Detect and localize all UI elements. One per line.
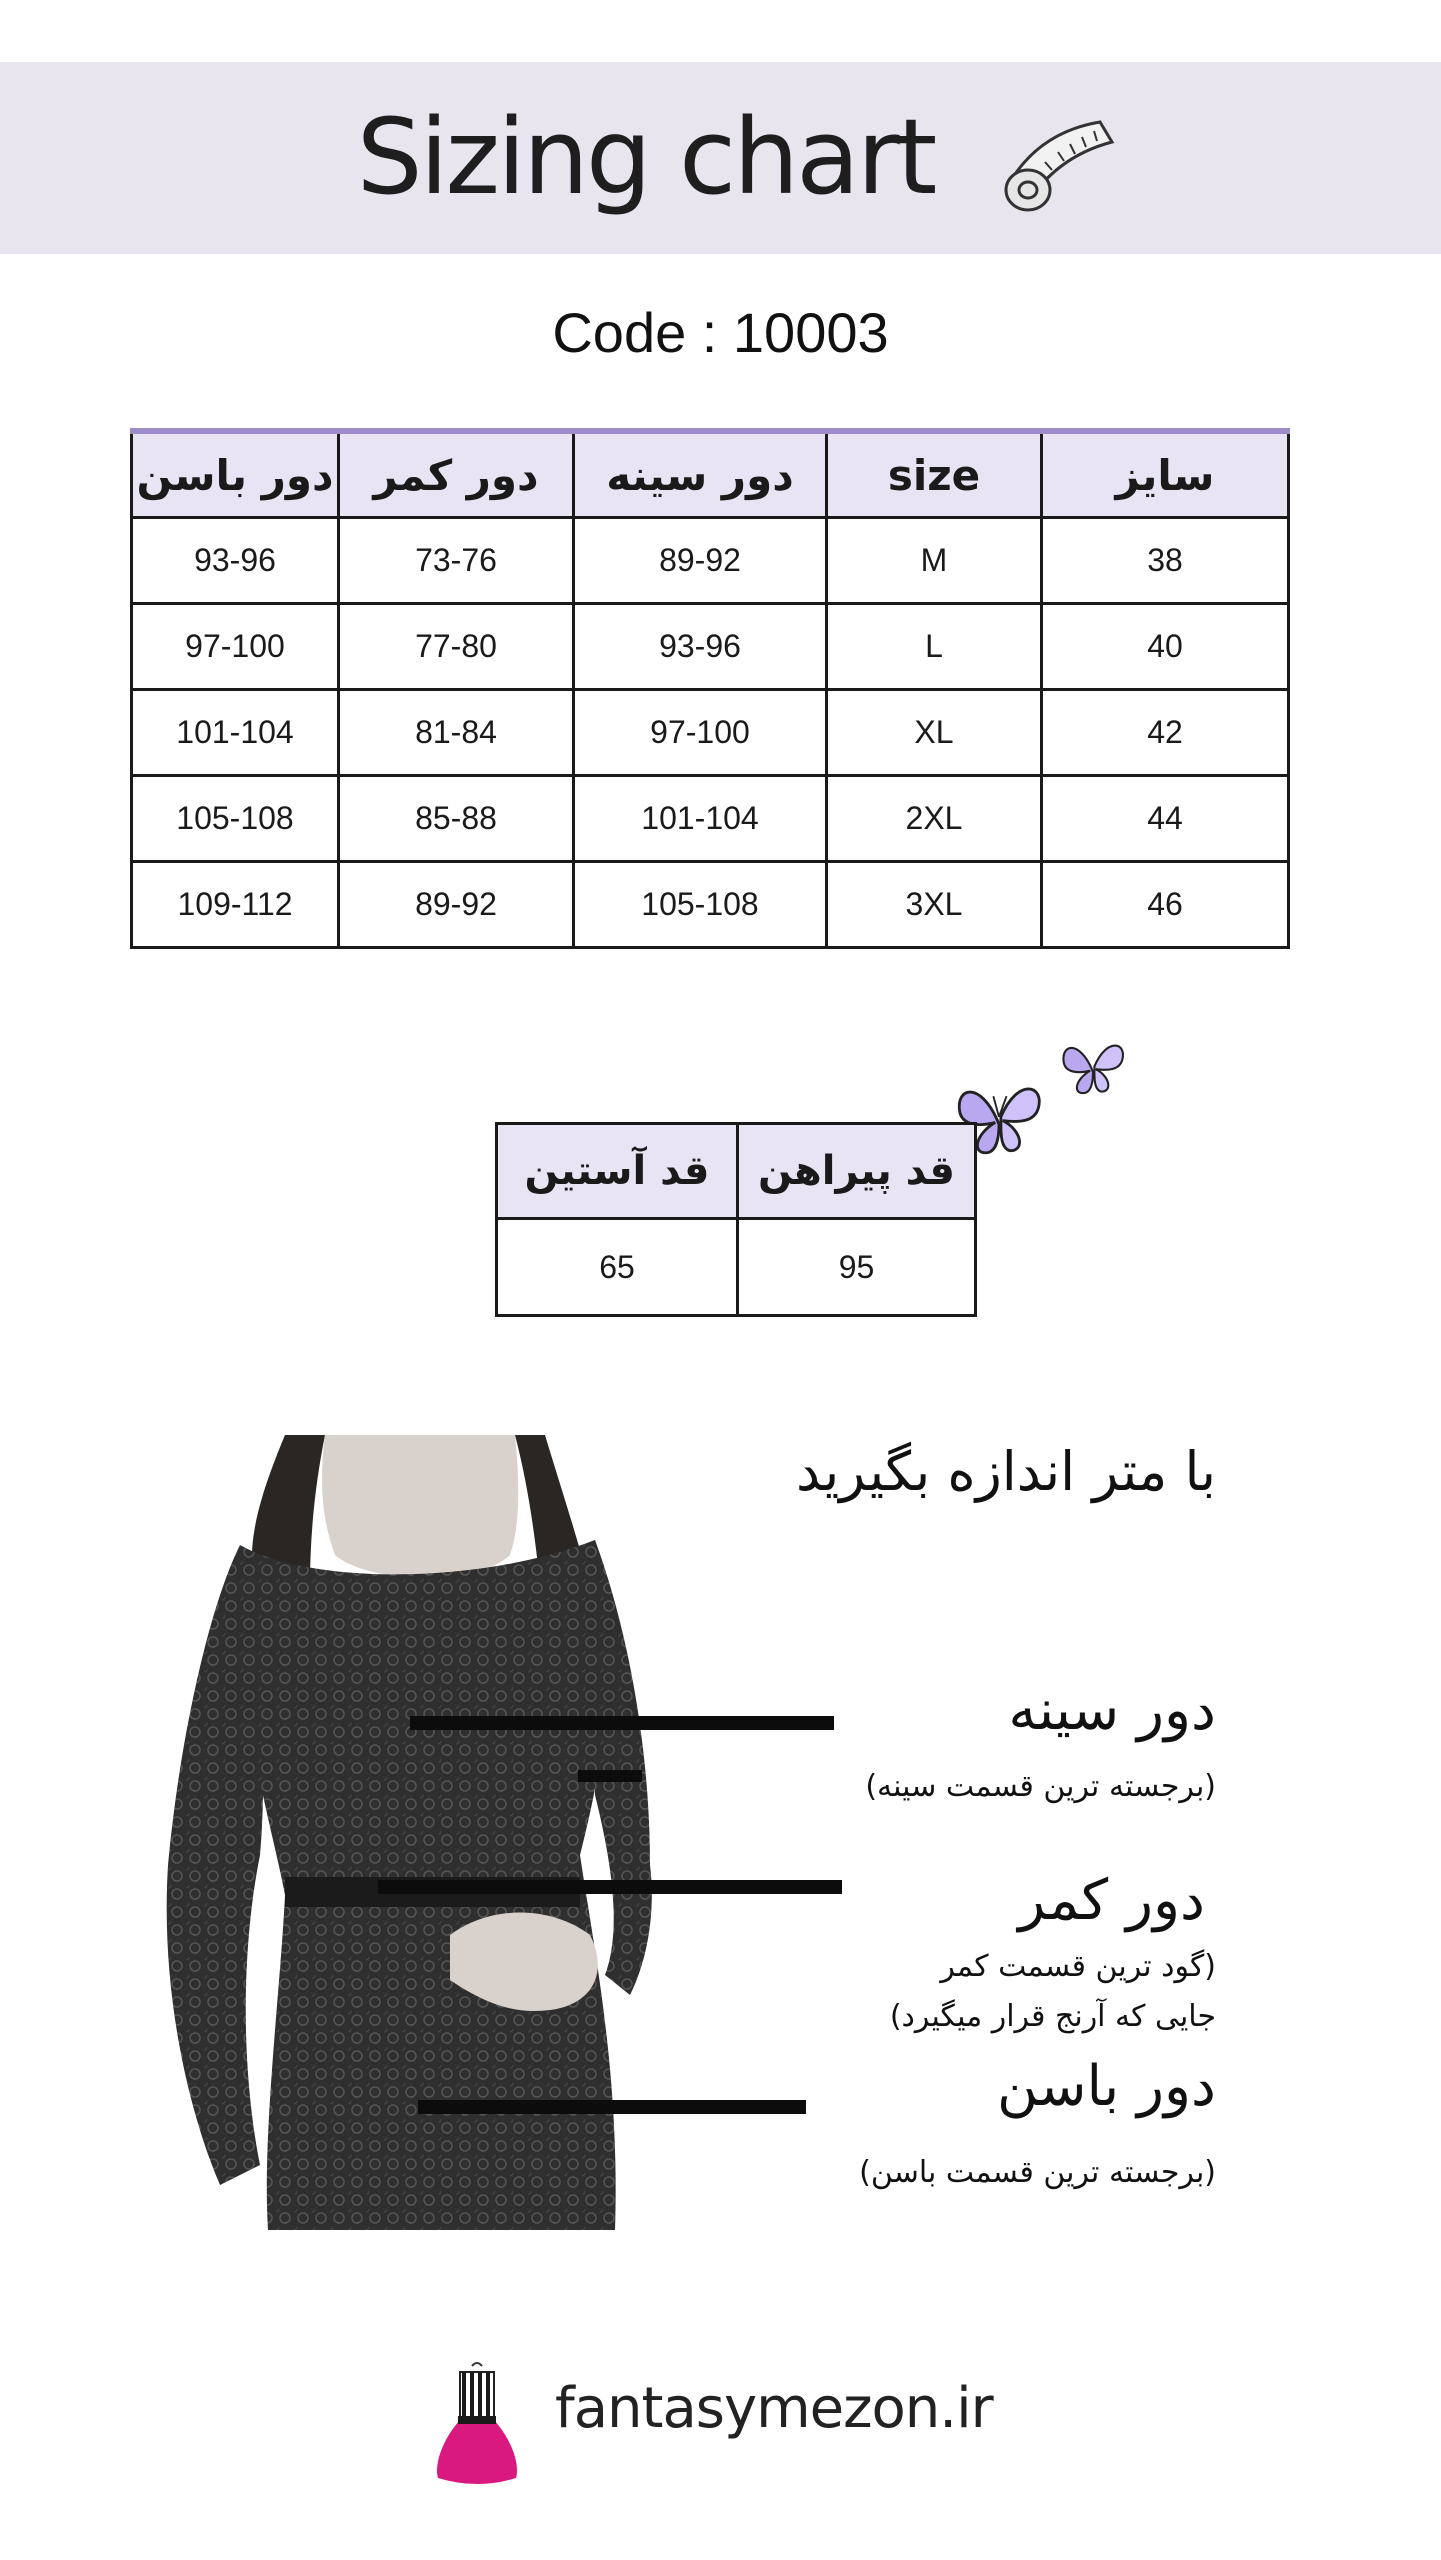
hip-cell: 105-108: [132, 776, 339, 862]
size-en-cell: L: [827, 604, 1042, 690]
header-bust: دور سینه: [574, 431, 827, 518]
table-row: [132, 518, 1289, 604]
header-size-en: size: [827, 431, 1042, 518]
butterfly-icon: [1058, 1030, 1128, 1100]
size-fa-cell: 38: [1042, 518, 1289, 604]
waist-cell: 89-92: [339, 862, 574, 948]
bust-note: (برجسته ترین قسمت سینه): [865, 1769, 1216, 1804]
waist-cell: 73-76: [339, 518, 574, 604]
length-table: [495, 1122, 977, 1317]
hip-title: دور باسن: [996, 2054, 1216, 2119]
waist-note-line1: (گود ترین قسمت کمر: [940, 1949, 1216, 1984]
bust-cell: 93-96: [574, 604, 827, 690]
bust-cell: 97-100: [574, 690, 827, 776]
bust-guide-line: [410, 1716, 834, 1730]
waist-cell: 77-80: [339, 604, 574, 690]
bust-title: دور سینه: [1008, 1678, 1216, 1743]
size-table-header-row: [132, 431, 1289, 518]
bust-cell: 89-92: [574, 518, 827, 604]
dress-logo-icon: [432, 2360, 522, 2488]
size-en-cell: 3XL: [827, 862, 1042, 948]
length-table-header-row: [497, 1124, 976, 1219]
size-en-cell: 2XL: [827, 776, 1042, 862]
size-fa-cell: 46: [1042, 862, 1289, 948]
bust-guide-tick: [578, 1770, 642, 1782]
hip-guide-line: [418, 2100, 806, 2114]
table-row: [132, 776, 1289, 862]
product-code: Code : 10003: [552, 301, 889, 364]
hip-cell: 93-96: [132, 518, 339, 604]
header-size-fa: سایز: [1042, 431, 1289, 518]
table-row: [132, 690, 1289, 776]
hip-cell: 109-112: [132, 862, 339, 948]
waist-guide-line: [378, 1880, 842, 1894]
sleeve-length-cell: 65: [497, 1219, 738, 1316]
bust-cell: 105-108: [574, 862, 827, 948]
waist-cell: 81-84: [339, 690, 574, 776]
waist-note-line2: جایی که آرنج قرار میگیرد): [889, 1999, 1216, 2034]
header-sleeve-length: قد آستین: [497, 1124, 738, 1219]
size-table: [130, 428, 1290, 949]
size-en-cell: XL: [827, 690, 1042, 776]
waist-title: دور کمر: [1018, 1868, 1205, 1933]
hip-cell: 97-100: [132, 604, 339, 690]
waist-cell: 85-88: [339, 776, 574, 862]
measuring-tape-icon: [1000, 112, 1120, 222]
size-en-cell: M: [827, 518, 1042, 604]
brand-name: fantasymezon.ir: [555, 2376, 993, 2441]
header-hip: دور باسن: [132, 431, 339, 518]
size-fa-cell: 40: [1042, 604, 1289, 690]
size-fa-cell: 42: [1042, 690, 1289, 776]
table-row: [132, 862, 1289, 948]
size-fa-cell: 44: [1042, 776, 1289, 862]
page-title: Sizing chart: [356, 96, 935, 218]
table-row: [497, 1219, 976, 1316]
header-dress-length: قد پیراهن: [738, 1124, 976, 1219]
hip-cell: 101-104: [132, 690, 339, 776]
measure-heading: با متر اندازه بگیرید: [795, 1440, 1216, 1503]
dress-length-cell: 95: [738, 1219, 976, 1316]
table-row: [132, 604, 1289, 690]
bust-cell: 101-104: [574, 776, 827, 862]
hip-note: (برجسته ترین قسمت باسن): [859, 2155, 1216, 2190]
header-waist: دور کمر: [339, 431, 574, 518]
